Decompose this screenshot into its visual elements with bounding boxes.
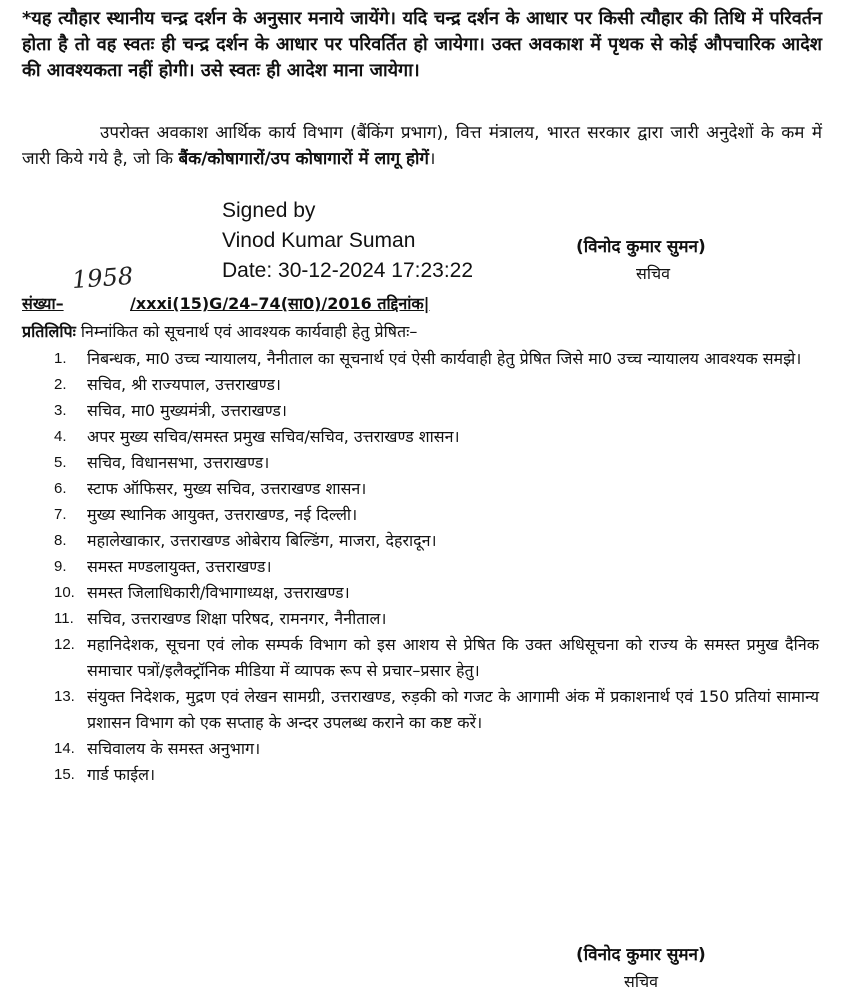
recipient-text: सचिव, मा0 मुख्यमंत्री, उत्तराखण्ड।: [87, 401, 287, 420]
recipient-item: [54, 606, 819, 632]
copy-to-text: निम्नांकित को सूचनार्थ एवं आवश्यक कार्यवाही हेतु प्रेषितः–: [75, 322, 418, 341]
recipient-item: [54, 502, 819, 528]
recipient-text: संयुक्त निदेशक, मुद्रण एवं लेखन सामग्री, उत्तराखण्ड, रुड़की को गजट के आगामी अंक में प्रकाशनार्थ एवं 150 प्रतियां सामान्य प्रशासन विभाग को एक सप्ताह के अन्दर उपलब्ध कराने का कष्ट करें।: [87, 687, 819, 732]
recipient-number: 4.: [54, 428, 67, 445]
recipient-number: 6.: [54, 480, 67, 497]
recipient-item: [54, 528, 819, 554]
recipient-number: 9.: [54, 558, 67, 575]
recipient-number: 11.: [54, 610, 74, 627]
recipient-item: [54, 632, 819, 684]
recipient-number: 5.: [54, 454, 67, 471]
digital-signature-block: [222, 196, 473, 286]
reference-number: /xxxi(15)G/24–74(सा0)/2016 तद्दिनांक|: [130, 294, 430, 313]
recipient-number: 14.: [54, 740, 75, 757]
recipient-number: 8.: [54, 532, 67, 549]
recipient-number: 1.: [54, 350, 67, 367]
signer-line: Vinod Kumar Suman: [222, 229, 416, 252]
signature-date-line: Date: 30-12-2024 17:23:22: [222, 259, 474, 282]
copy-to-intro: [22, 320, 417, 342]
recipient-text: सचिव, विधानसभा, उत्तराखण्ड।: [87, 453, 270, 472]
reference-number-line: [22, 292, 430, 314]
recipient-text: अपर मुख्य सचिव/समस्त प्रमुख सचिव/सचिव, उत्तराखण्ड शासन।: [87, 427, 460, 446]
recipient-text: गार्ड फाईल।: [87, 765, 156, 784]
signed-by-line: Signed by: [222, 199, 316, 222]
recipient-item: [54, 450, 819, 476]
signatory-designation: सचिव: [636, 264, 671, 283]
recipient-text: महानिदेशक, सूचना एवं लोक सम्पर्क विभाग को इस आशय से प्रेषित कि उक्त अधिसूचना को राज्य के समस्त प्रमुख दैनिक समाचार पत्रों/इलैक्ट्रॉनिक मीडिया में व्यापक रूप से प्रचार–प्रसार हेतु।: [87, 635, 819, 680]
recipient-text: समस्त जिलाधिकारी/विभागाध्यक्ष, उत्तराखण्ड।: [87, 583, 350, 602]
recipient-item: [54, 580, 819, 606]
recipient-number: 7.: [54, 506, 67, 523]
recipient-item: [54, 372, 819, 398]
bottom-signatory-name: (विनोद कुमार सुमन): [576, 945, 706, 965]
recipient-item: [54, 762, 819, 788]
issue-paragraph: [22, 120, 822, 172]
recipient-number: 10.: [54, 584, 75, 601]
recipient-item: [54, 424, 819, 450]
recipient-item: [54, 736, 819, 762]
recipient-text: समस्त मण्डलायुक्त, उत्तराखण्ड।: [87, 557, 272, 576]
recipient-number: 15.: [54, 766, 75, 783]
issue-paragraph-end: ।: [428, 149, 436, 169]
recipient-text: महालेखाकार, उत्तराखण्ड ओबेराय बिल्डिंग, माजरा, देहरादून।: [87, 531, 437, 550]
recipient-text: सचिवालय के समस्त अनुभाग।: [87, 739, 261, 758]
recipient-number: 2.: [54, 376, 67, 393]
issue-paragraph-text: उपरोक्त अवकाश आर्थिक कार्य विभाग (बैंकिंग प्रभाग), वित्त मंत्रालय, भारत सरकार द्वारा जारी अनुदेशों के कम में जारी किये गये है, जो कि: [22, 123, 822, 169]
recipient-item: [54, 398, 819, 424]
recipient-text: निबन्धक, मा0 उच्च न्यायालय, नैनीताल का सूचनार्थ एवं ऐसी कार्यवाही हेतु प्रेषित जिसे मा0 उच्च न्यायालय आवश्यक समझे।: [87, 349, 802, 368]
copy-to-label: प्रतिलिपिः: [22, 322, 76, 341]
recipient-item: [54, 554, 819, 580]
recipient-text: सचिव, श्री राज्यपाल, उत्तराखण्ड।: [87, 375, 281, 394]
recipient-text: सचिव, उत्तराखण्ड शिक्षा परिषद, रामनगर, नैनीताल।: [87, 609, 387, 628]
recipient-item: [54, 684, 819, 736]
recipient-number: 13.: [54, 688, 75, 705]
recipient-list: [54, 346, 819, 788]
bottom-signatory-designation: सचिव: [624, 972, 659, 991]
festival-note-paragraph: *यह त्यौहार स्थानीय चन्द्र दर्शन के अनुसार मनाये जायेंगे। यदि चन्द्र दर्शन के आधार पर किसी त्यौहार की तिथि में परिवर्तन होता है तो वह स्वतः ही चन्द्र दर्शन के आधार पर परिवर्तित हो जायेगा। उक्त अवकाश में पृथक से कोई औपचारिक आदेश की आवश्यकता नहीं होगी। उसे स्वतः ही आदेश माना जायेगा।: [22, 8, 822, 81]
recipient-number: 3.: [54, 402, 67, 419]
issue-paragraph-bold: बैंक/कोषागारों/उप कोषागारों में लागू होगें: [178, 149, 429, 169]
recipient-number: 12.: [54, 636, 75, 653]
recipient-item: [54, 346, 819, 372]
recipient-text: मुख्य स्थानिक आयुक्त, उत्तराखण्ड, नई दिल्ली।: [87, 505, 358, 524]
reference-label: संख्या–: [22, 294, 64, 313]
handwritten-number: 1958: [71, 261, 134, 295]
recipient-item: [54, 476, 819, 502]
recipient-text: स्टाफ ऑफिसर, मुख्य सचिव, उत्तराखण्ड शासन।: [87, 479, 367, 498]
signatory-name: (विनोद कुमार सुमन): [576, 237, 706, 257]
